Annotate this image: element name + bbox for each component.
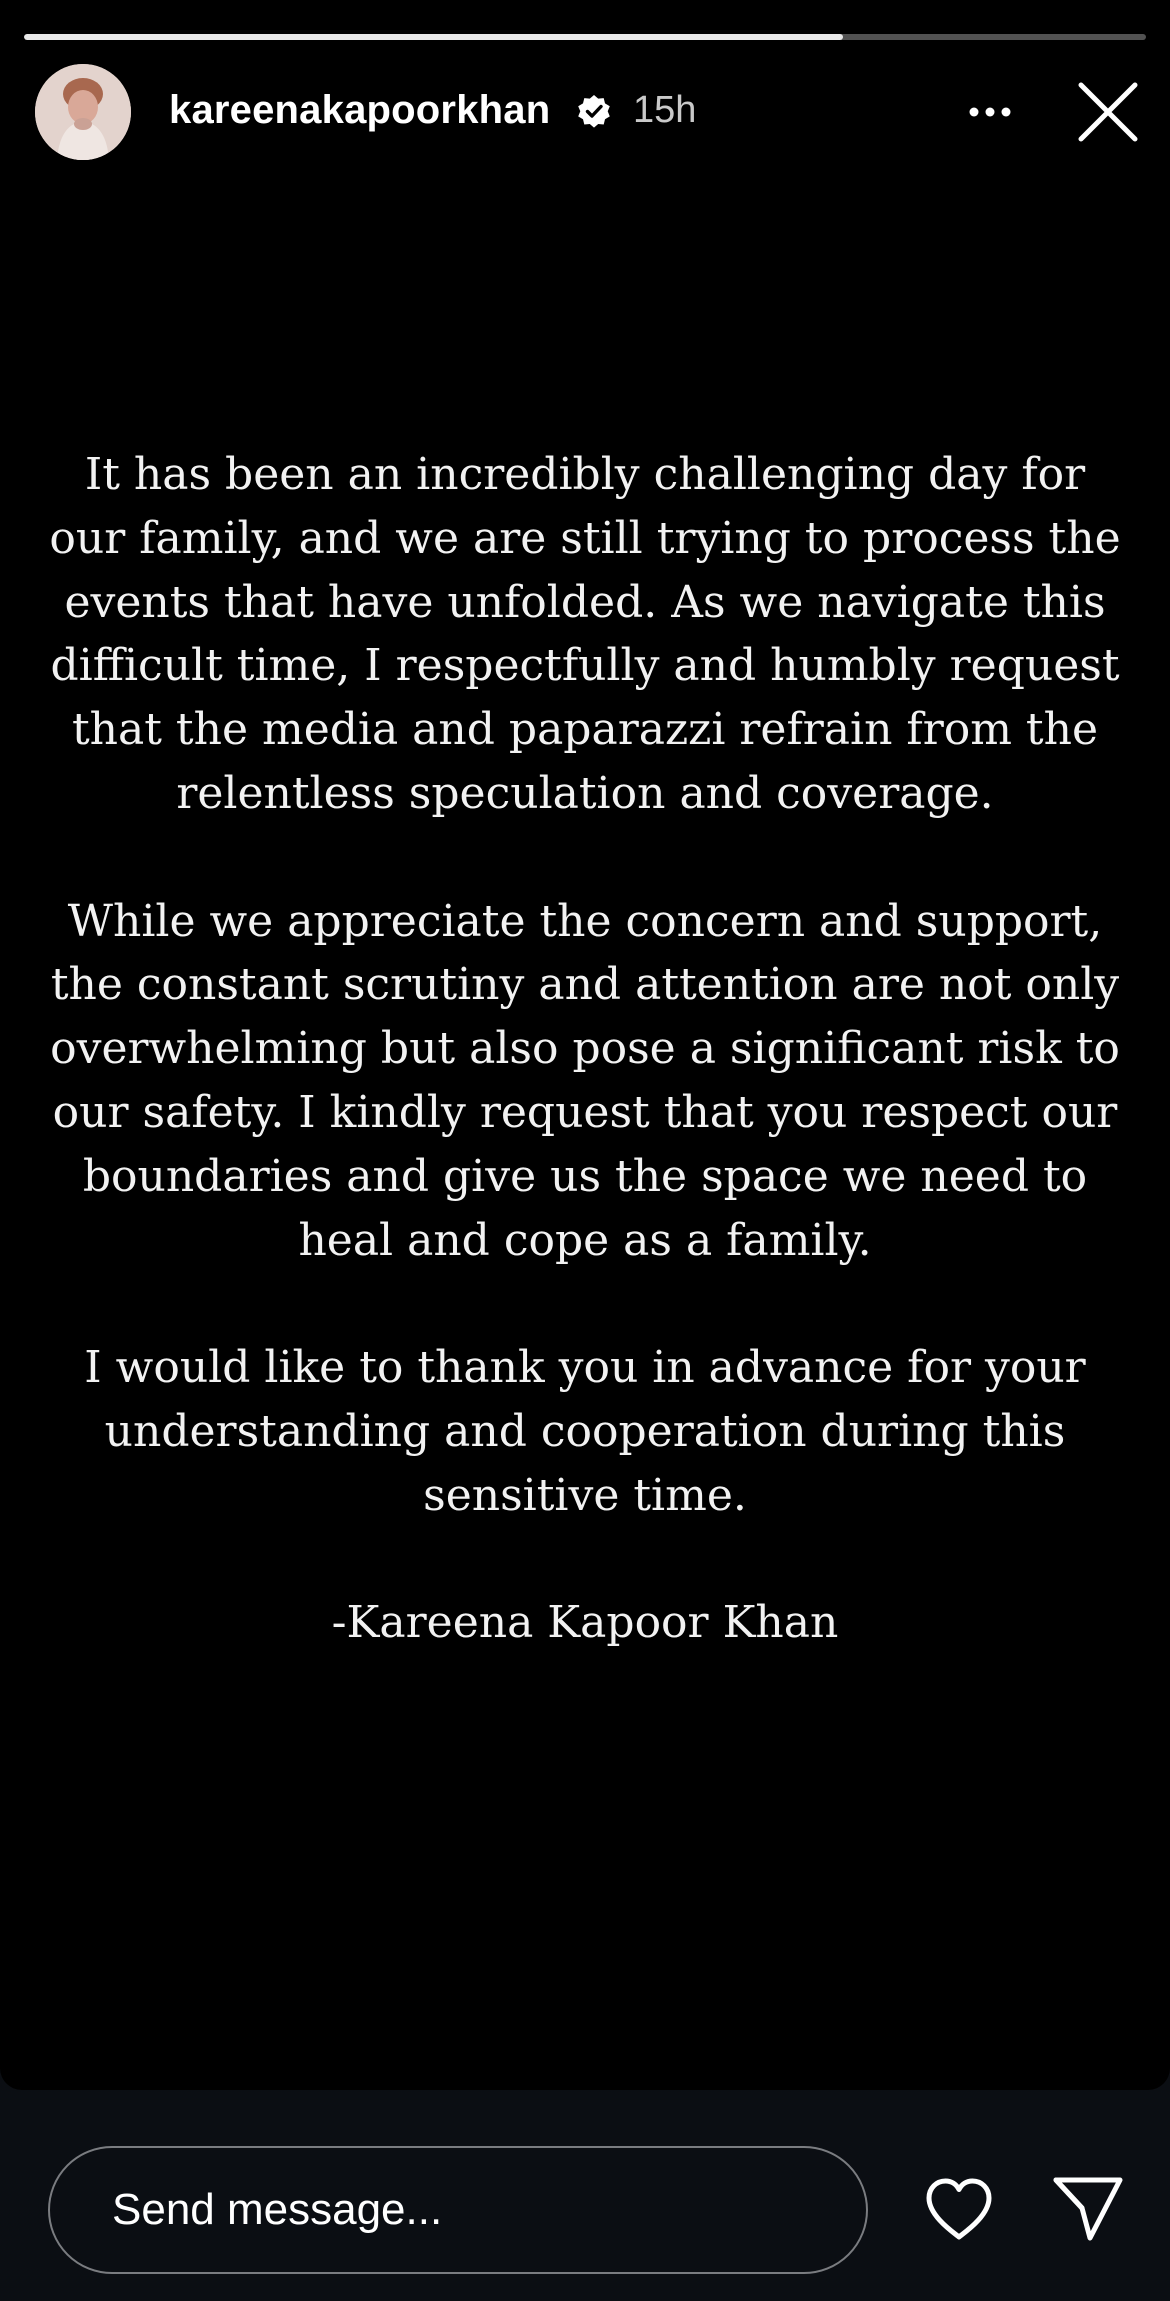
story-message xyxy=(30,443,1140,1655)
message-signature: -Kareena Kapoor Khan xyxy=(331,1597,839,1649)
send-message-input[interactable] xyxy=(48,2146,868,2274)
reply-bar xyxy=(0,2090,1170,2301)
message-paragraph: I would like to thank you in advance for your understanding and cooperation during this sensitive time. xyxy=(84,1342,1086,1521)
story-time: 15h xyxy=(633,89,697,131)
story-header xyxy=(0,60,1170,164)
send-icon[interactable] xyxy=(1048,2170,1126,2248)
message-paragraph: It has been an incredibly challenging day for our family, and we are still trying to process the events that have unfolded. As we navigate this difficult time, I respectfully and humbly request that the media and paparazzi refrain from the relentless speculation and coverage. xyxy=(49,449,1121,819)
verified-badge-icon xyxy=(576,94,612,130)
story-progress-bar xyxy=(24,34,1146,40)
story-progress-fill xyxy=(24,34,843,40)
more-options-icon[interactable] xyxy=(960,90,1020,134)
heart-icon[interactable] xyxy=(920,2170,998,2248)
username[interactable]: kareenakapoorkhan xyxy=(169,88,551,132)
message-paragraph: While we appreciate the concern and support, the constant scrutiny and attention are not only overwhelming but also pose a significant risk to our safety. I kindly request that you respect our boundaries and give us the space we need to heal and cope as a family. xyxy=(50,895,1120,1266)
close-icon[interactable] xyxy=(1076,80,1140,144)
avatar-image xyxy=(35,64,131,160)
avatar[interactable] xyxy=(35,64,131,160)
